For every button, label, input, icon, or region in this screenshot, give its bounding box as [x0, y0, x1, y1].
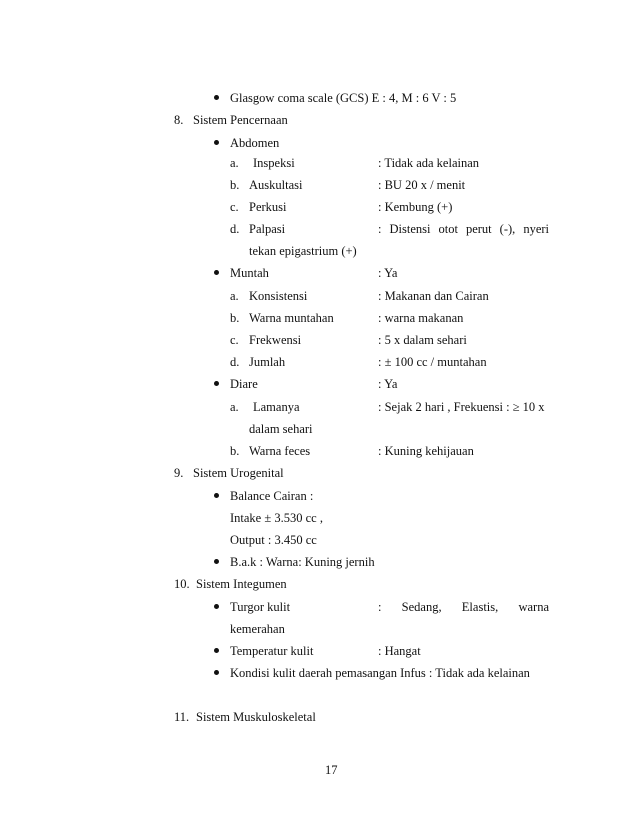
abdomen-label: Abdomen	[230, 136, 280, 150]
bullet-icon	[214, 648, 219, 653]
jumlah-letter: d.	[230, 355, 240, 369]
section-9-title: Sistem Urogenital	[193, 466, 284, 480]
temperatur-value: : Hangat	[378, 644, 421, 658]
jumlah-value: : ± 100 cc / muntahan	[378, 355, 487, 369]
inspeksi-label: Inspeksi	[253, 156, 295, 170]
temperatur-label: Temperatur kulit	[230, 644, 314, 658]
konsistensi-label: Konsistensi	[249, 289, 308, 303]
bullet-icon	[214, 493, 219, 498]
bullet-icon	[214, 604, 219, 609]
auskultasi-letter: b.	[230, 178, 240, 192]
inspeksi-value: : Tidak ada kelainan	[378, 156, 480, 170]
turgor-value-word: Sedang,	[401, 600, 442, 614]
section-10-title: Sistem Integumen	[196, 577, 287, 591]
warna-feces-value: : Kuning kehijauan	[378, 444, 474, 458]
inspeksi-letter: a.	[230, 156, 239, 170]
bak-line: B.a.k : Warna: Kuning jernih	[230, 555, 375, 569]
muntah-value: : Ya	[378, 266, 398, 280]
lamanya-letter: a.	[230, 400, 239, 414]
lamanya-continuation: dalam sehari	[249, 422, 313, 436]
palpasi-letter: d.	[230, 222, 240, 236]
bullet-icon	[214, 95, 219, 100]
perkusi-label: Perkusi	[249, 200, 287, 214]
palpasi-value-word: otot	[438, 222, 458, 236]
palpasi-value-continuation: tekan epigastrium (+)	[249, 244, 357, 258]
palpasi-value-word: (-),	[499, 222, 516, 236]
warna-feces-letter: b.	[230, 444, 240, 458]
konsistensi-value: : Makanan dan Cairan	[378, 289, 489, 303]
diare-label: Diare	[230, 377, 258, 391]
output-line: Output : 3.450 cc	[230, 533, 317, 547]
section-9-number: 9.	[174, 466, 184, 480]
gcs-line: Glasgow coma scale (GCS) E : 4, M : 6 V : 5	[230, 91, 457, 105]
bullet-icon	[214, 270, 219, 275]
page-number: 17	[325, 763, 338, 777]
intake-line: Intake ± 3.530 cc ,	[230, 511, 323, 525]
auskultasi-label: Auskultasi	[249, 178, 303, 192]
palpasi-value-word: Distensi	[389, 222, 431, 236]
palpasi-label: Palpasi	[249, 222, 286, 236]
turgor-label: Turgor kulit	[230, 600, 291, 614]
konsistensi-letter: a.	[230, 289, 239, 303]
warna-muntahan-label: Warna muntahan	[249, 311, 334, 325]
bullet-icon	[214, 140, 219, 145]
palpasi-value-word: nyeri	[523, 222, 549, 236]
lamanya-label: Lamanya	[253, 400, 300, 414]
turgor-value-word: warna	[518, 600, 549, 614]
turgor-value	[378, 599, 549, 615]
palpasi-value	[378, 221, 549, 237]
warna-muntahan-value: : warna makanan	[378, 311, 464, 325]
kondisi-kulit-line: Kondisi kulit daerah pemasangan Infus : Tidak ada kelainan	[230, 666, 530, 680]
warna-muntahan-letter: b.	[230, 311, 240, 325]
perkusi-value: : Kembung (+)	[378, 200, 453, 214]
section-11-title: Sistem Muskuloskeletal	[196, 710, 316, 724]
turgor-value-word: :	[378, 600, 382, 614]
bullet-icon	[214, 381, 219, 386]
section-8-title: Sistem Pencernaan	[193, 113, 288, 127]
muntah-label: Muntah	[230, 266, 269, 280]
lamanya-value: : Sejak 2 hari , Frekuensi : ≥ 10 x	[378, 400, 545, 414]
turgor-continuation: kemerahan	[230, 622, 285, 636]
auskultasi-value: : BU 20 x / menit	[378, 178, 466, 192]
balance-cairan-label: Balance Cairan :	[230, 489, 314, 503]
turgor-value-word: Elastis,	[461, 600, 499, 614]
bullet-icon	[214, 559, 219, 564]
section-11-number: 11.	[174, 710, 190, 724]
palpasi-value-word: perut	[465, 222, 492, 236]
frekwensi-value: : 5 x dalam sehari	[378, 333, 467, 347]
diare-value: : Ya	[378, 377, 398, 391]
palpasi-value-word: :	[378, 222, 382, 236]
perkusi-letter: c.	[230, 200, 239, 214]
section-10-number: 10.	[174, 577, 190, 591]
section-8-number: 8.	[174, 113, 184, 127]
jumlah-label: Jumlah	[249, 355, 286, 369]
frekwensi-letter: c.	[230, 333, 239, 347]
frekwensi-label: Frekwensi	[249, 333, 302, 347]
warna-feces-label: Warna feces	[249, 444, 311, 458]
bullet-icon	[214, 670, 219, 675]
